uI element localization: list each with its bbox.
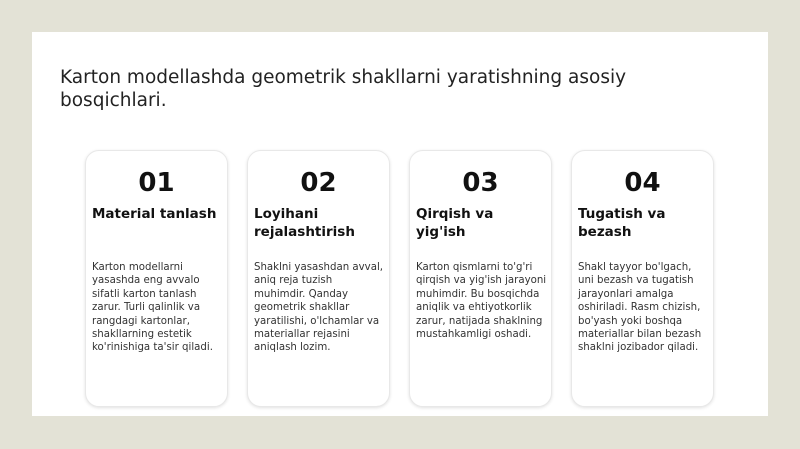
step-heading: Loyihani rejalashtirish: [254, 206, 355, 240]
step-heading: Material tanlash: [92, 206, 217, 222]
step-card-4: [571, 150, 714, 407]
step-card-2: [247, 150, 390, 407]
step-number: 04: [624, 168, 661, 198]
step-card-1: [85, 150, 228, 407]
step-description: Shakl tayyor bo'lgach, uni bezash va tugatish jarayonlari amalga oshiriladi. Rasm chizish, bo'yash yoki boshqa materiallar bilan bezash shaklni jozibador qiladi.: [578, 262, 702, 354]
step-heading: Tugatish va bezash: [578, 206, 666, 240]
step-description: Karton modellarni yasashda eng avvalo sifatli karton tanlash zarur. Turli qalinlik va rangdagi kartonlar, shakllarning estetik ko'rinishiga ta'sir qiladi.: [92, 262, 213, 354]
step-card-3: [409, 150, 552, 407]
step-description: Shaklni yasashdan avval, aniq reja tuzish muhimdir. Qanday geometrik shakllar yaratilishi, o'lchamlar va materiallar rejasini aniqlash lozim.: [254, 262, 384, 354]
step-number: 01: [138, 168, 175, 198]
step-description: Karton qismlarni to'g'ri qirqish va yig'ish jarayoni muhimdir. Bu bosqichda aniqlik va ehtiyotkorlik zarur, natijada shaklning mustahkamligi oshadi.: [416, 262, 547, 341]
step-heading: Qirqish va yig'ish: [416, 206, 494, 240]
slide-title: Karton modellashda geometrik shakllarni yaratishning asosiy bosqichlari.: [60, 67, 627, 111]
step-number: 03: [462, 168, 499, 198]
slide: [32, 32, 768, 416]
step-number: 02: [300, 168, 337, 198]
